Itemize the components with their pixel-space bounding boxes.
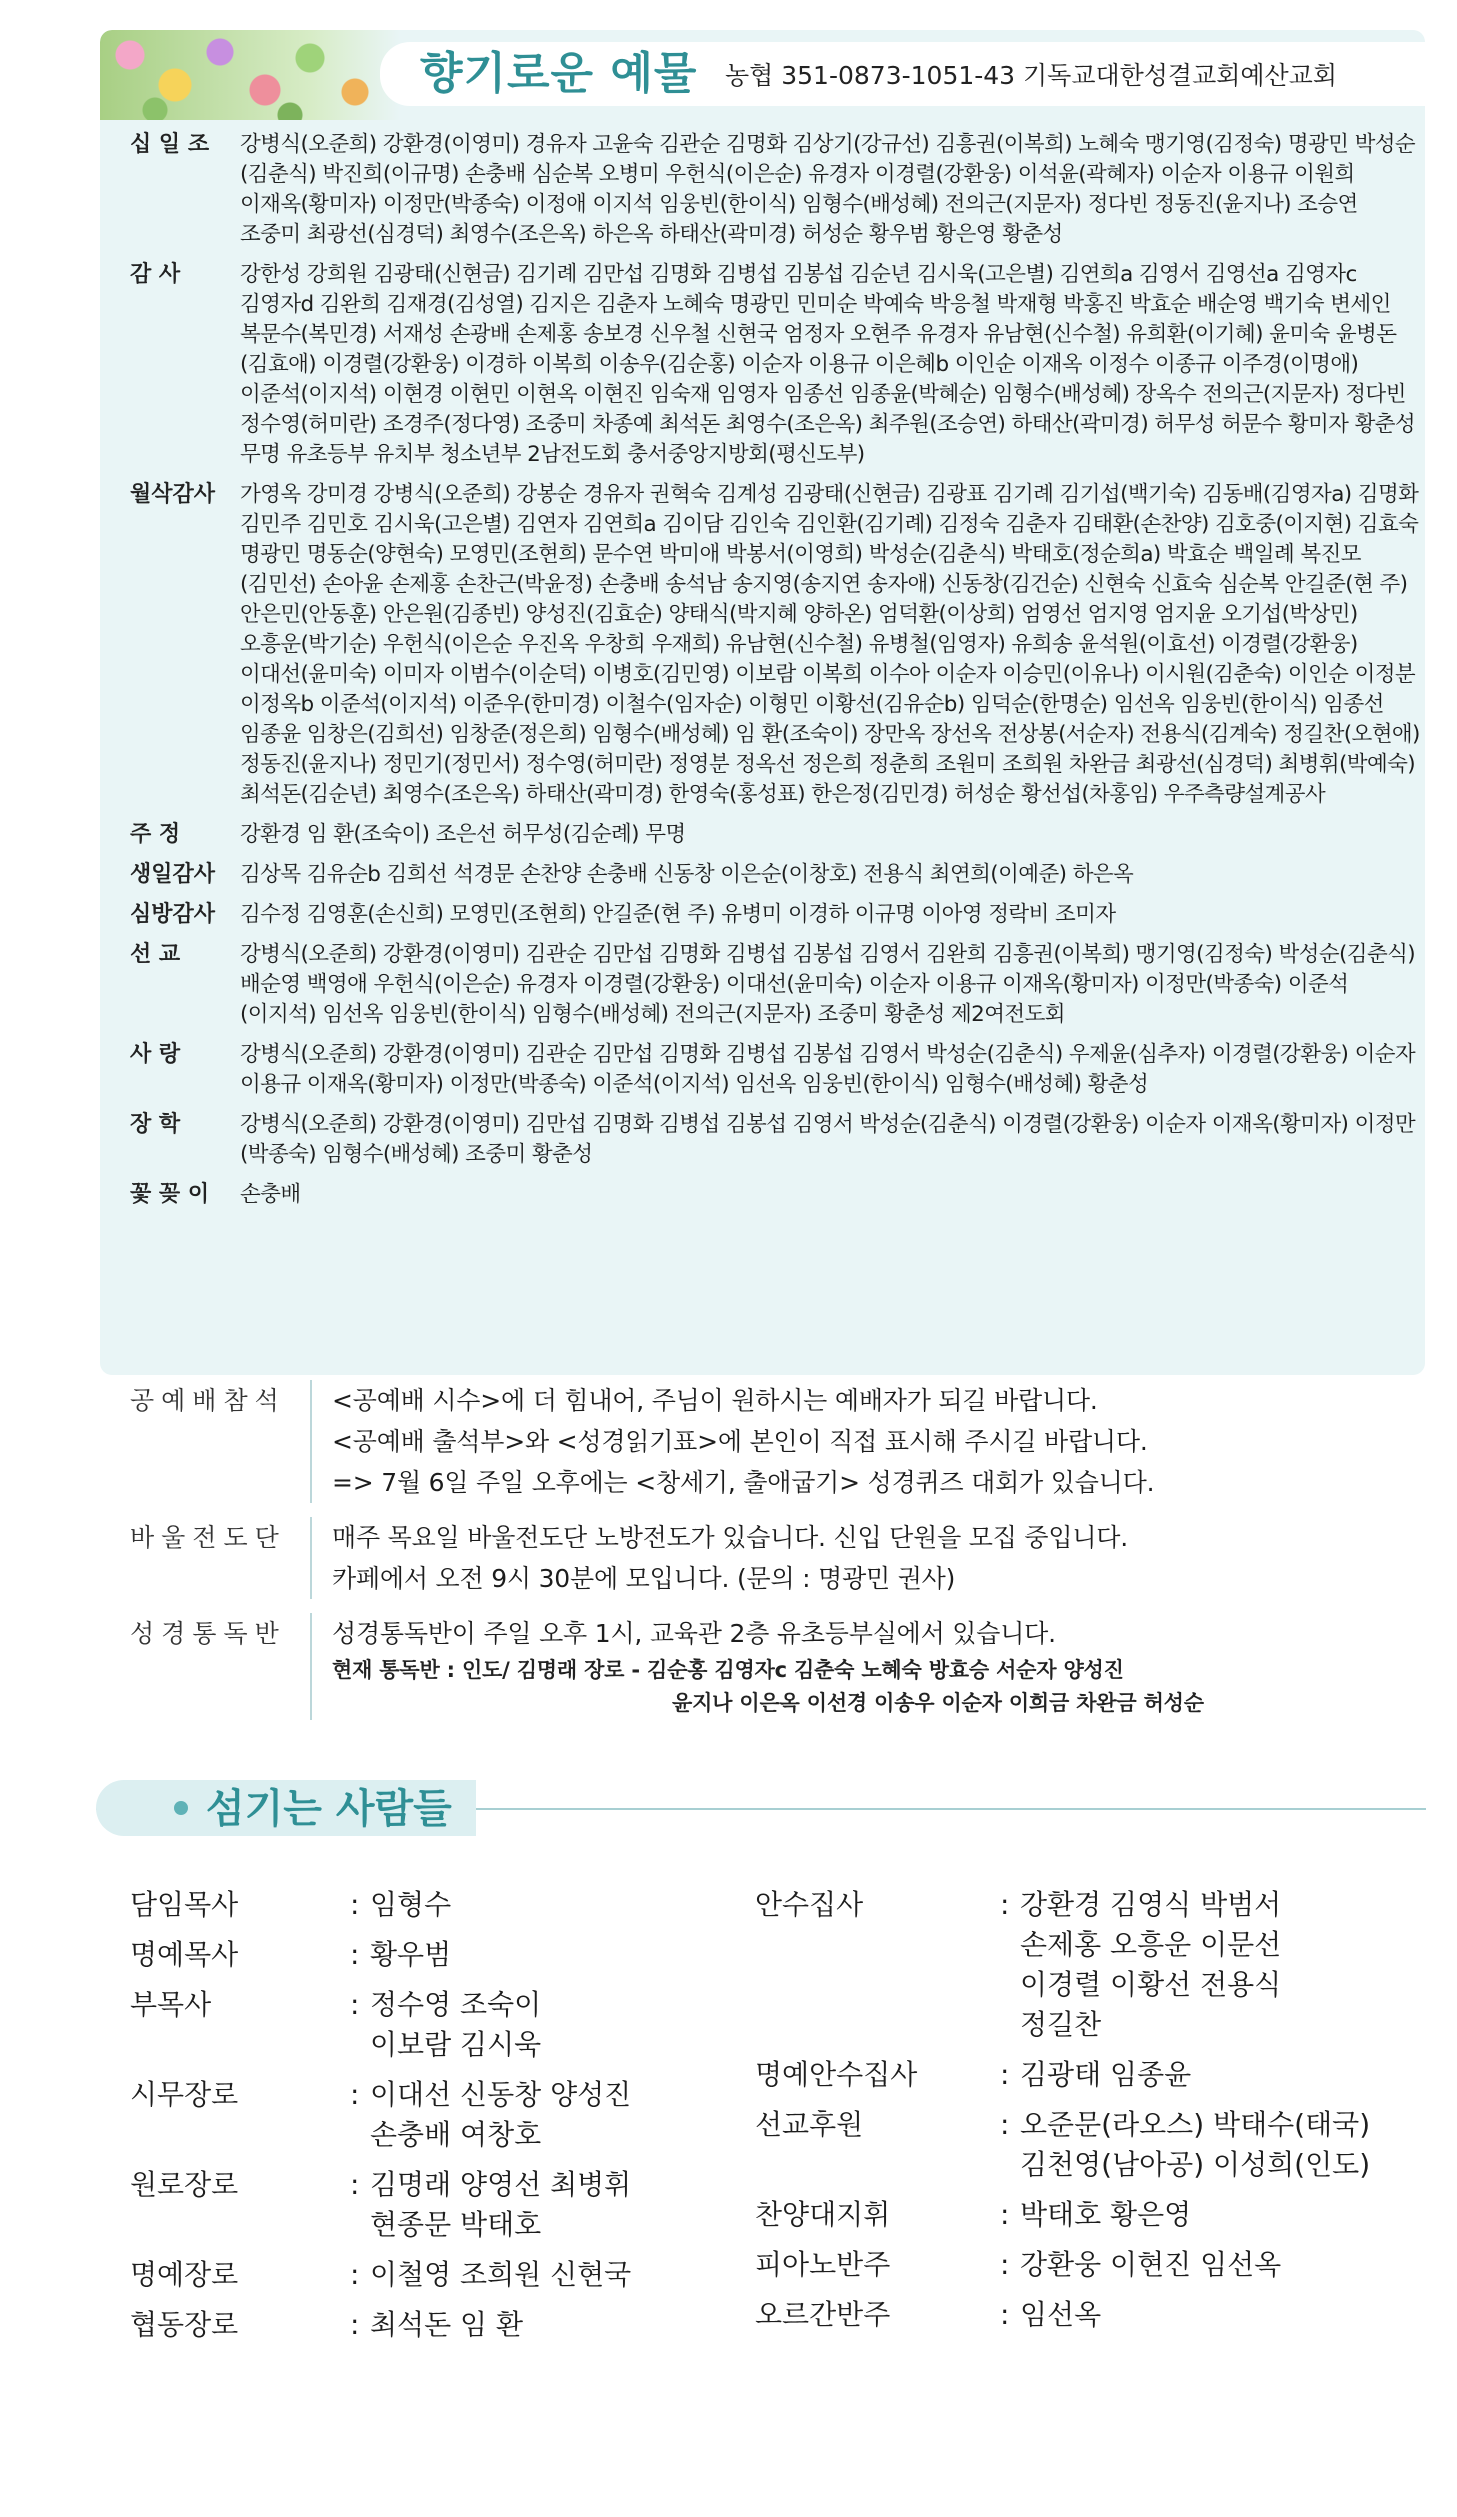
category-thanks bbox=[130, 260, 1420, 470]
category-names: 가영옥 강미경 강병식(오준희) 강봉순 경유자 권혁숙 김계성 김광태(신현금) 김광표 김기례 김기섭(백기숙) 김동배(김영자a) 김명화 김민주 김민호 김시욱(고은별) 김연자 김연희a 김이담 김인숙 김인환(김기례) 김정숙 김춘자 김태환(손찬양) 김호중(이지현) 김효숙 명광민 명동순(양현숙) 모영민(조현희) 문수연 박미애 박봉서(이영희) 박성순(김춘식) 박태호(정순희a) 박효순 백일례 복진모(김민선) 손아윤 손제홍 손찬근(박윤정) 손충배 송석남 송지영(송지연 송자애) 신동창(김건순) 신현숙 신효숙 심순복 안길준(현 주) 안은민(안동훈) 안은원(김종빈) 양성진(김효순) 양태식(박지혜 양하온) 엄덕환(이상희) 엄영선 엄지영 엄지윤 오기섭(박상민) 오흥운(박기순) 우헌식(이은순 우진옥 우창희 우재희) 유남현(신수철) 유병철(임영자) 유희송 윤석원(이효선) 이경렬(강환웅) 이대선(윤미숙) 이미자 이범수(이순덕) 이병호(김민영) 이보람 이복희 이수아 이순자 이승민(이유나) 이시원(김춘숙) 이인순 이정분 이정옥b 이준석(이지석) 이준우(한미경) 이철수(임자순) 이형민 이황선(김유순b) 임덕순(한명순) 임선옥 임웅빈(한이식) 임종선 임종윤 임창은(김희선) 임창준(정은희) 임형수(배성혜) 임 환(조숙이) 장만옥 장선옥 전상봉(서순자) 전용식(김계숙) 정길찬(오현애) 정동진(윤지나) 정민기(정민서) 정수영(허미란) 정영분 정옥선 정은희 정춘희 조원미 조희원 차완금 최광선(심경덕) 최병휘(박예숙) 최석돈(김순년) 최영수(조은옥) 하태산(곽미경) 한영숙(홍성표) 한은정(김민경) 허성순 황선섭(차홍임) 우주측량설계공사 bbox=[240, 482, 1420, 807]
announcement-bible-reading bbox=[130, 1613, 1410, 1720]
roster-names: 강환경 김영식 박범서 손제홍 오흥운 이문선 이경렬 이황선 전용식 정길찬 bbox=[1020, 1888, 1282, 2041]
roster-names: 최석돈 임 환 bbox=[370, 2308, 524, 2341]
roster-row bbox=[130, 2255, 770, 2295]
roster-names: 이대선 신동창 양성진 손충배 여창호 bbox=[370, 2078, 632, 2151]
announcement-line: 카페에서 오전 9시 30분에 모입니다. (문의 : 명광민 권사) bbox=[332, 1564, 956, 1593]
roster-role: 안수집사 bbox=[755, 1888, 864, 1921]
roster-names: 이철영 조희원 신현국 bbox=[370, 2258, 632, 2291]
category-flowers bbox=[130, 1180, 1420, 1210]
roster-role: 원로장로 bbox=[130, 2168, 239, 2201]
roster-row bbox=[130, 2075, 770, 2155]
roster-role: 시무장로 bbox=[130, 2078, 239, 2111]
bank-account: 농협 351-0873-1051-43 기독교대한성결교회예산교회 bbox=[725, 61, 1337, 90]
roster-colon: : bbox=[350, 2168, 360, 2201]
roster-colon: : bbox=[350, 1938, 360, 1971]
offering-header bbox=[100, 30, 1425, 120]
roster-row bbox=[755, 2295, 1375, 2335]
roster-colon: : bbox=[1000, 2058, 1010, 2091]
roster-role: 명예장로 bbox=[130, 2258, 239, 2291]
category-monthly-thanks bbox=[130, 480, 1420, 810]
roster-role: 찬양대지휘 bbox=[755, 2198, 891, 2231]
category-label: 주 정 bbox=[130, 822, 181, 847]
roster-row bbox=[755, 1885, 1375, 2045]
servants-header bbox=[96, 1780, 1426, 1838]
servants-title: 섬기는 사람들 bbox=[206, 1786, 452, 1832]
announcement-label: 바울전도단 bbox=[130, 1517, 312, 1599]
announcement-line: => 7월 6일 주일 오후에는 <창세기, 출애굽기> 성경퀴즈 대회가 있습니다. bbox=[332, 1468, 1155, 1497]
roster-row bbox=[755, 2055, 1375, 2095]
roster-role: 명예안수집사 bbox=[755, 2058, 918, 2091]
category-label: 생일감사 bbox=[130, 862, 216, 887]
category-names: 강병식(오준희) 강환경(이영미) 경유자 고윤숙 김관순 김명화 김상기(강규선) 김흥권(이복희) 노혜숙 맹기영(김정숙) 명광민 박성순(김춘식) 박진희(이규명) 손충배 심순복 오병미 우헌식(이은순) 유경자 이경렬(강환웅) 이석윤(곽혜자) 이순자 이용규 이원희 이재옥(황미자) 이정만(박종숙) 이정애 이지석 임웅빈(한이식) 임형수(배성혜) 전의근(지문자) 정다빈 정동진(윤지나) 조승연 조중미 최광선(심경덕) 최영수(조은옥) 하은옥 하태산(곽미경) 허성순 황우범 황은영 황춘성 bbox=[240, 132, 1416, 247]
roster-colon: : bbox=[1000, 2248, 1010, 2281]
category-label: 감 사 bbox=[130, 262, 181, 287]
roster-row bbox=[755, 2195, 1375, 2235]
category-names: 강병식(오준희) 강환경(이영미) 김관순 김만섭 김명화 김병섭 김봉섭 김영서 김완희 김흥권(이복희) 맹기영(김정숙) 박성순(김춘식) 배순영 백영애 우헌식(이은순) 유경자 이경렬(강환웅) 이대선(윤미숙) 이순자 이용규 이재옥(황미자) 이정만(박종숙) 이준석(이지석) 임선옥 임웅빈(한이식) 임형수(배성혜) 전의근(지문자) 조중미 황춘성 제2여전도회 bbox=[240, 942, 1416, 1027]
roster-names: 강환웅 이현진 임선옥 bbox=[1020, 2248, 1282, 2281]
category-names: 강한성 강희원 김광태(신현금) 김기례 김만섭 김명화 김병섭 김봉섭 김순년 김시욱(고은별) 김연희a 김영서 김영선a 김영자c 김영자d 김완희 김재경(김성열) 김지은 김춘자 노혜숙 명광민 민미순 박예숙 박응철 박재형 박홍진 박효순 배순영 백기숙 변세인 복문수(복민경) 서재성 손광배 손제홍 송보경 신우철 신현국 엄정자 오현주 유경자 유남현(신수철) 유희환(이기혜) 윤미숙 윤병돈(김효애) 이경렬(강환웅) 이경하 이복희 이송우(김순홍) 이순자 이용규 이은혜b 이인순 이재옥 이정수 이종규 이주경(이명애) 이준석(이지석) 이현경 이현민 이현옥 이현진 임숙재 임영자 임종선 임종윤(박혜순) 임형수(배성혜) 장옥수 전의근(지문자) 정다빈 정수영(허미란) 조경주(정다영) 조중미 차종예 최석돈 최영수(조은옥) 최주원(조승연) 하태산(곽미경) 허무성 허문수 황미자 황춘성 무명 유초등부 유치부 청소년부 2남전도회 충서중앙지방회(평신도부) bbox=[240, 262, 1416, 467]
category-label: 심방감사 bbox=[130, 902, 216, 927]
roster-role: 피아노반주 bbox=[755, 2248, 891, 2281]
category-label: 꽃 꽂 이 bbox=[130, 1182, 210, 1207]
roster-colon: : bbox=[350, 2078, 360, 2111]
reading-group-members bbox=[332, 1654, 1410, 1720]
category-names: 김상목 김유순b 김희선 석경문 손찬양 손충배 신동창 이은순(이창호) 전용식 최연희(이예준) 하은옥 bbox=[240, 862, 1134, 887]
reading-group-line: 윤지나 이은옥 이선경 이송우 이순자 이희금 차완금 허성순 bbox=[672, 1691, 1204, 1715]
announcement-label: 성경통독반 bbox=[130, 1613, 312, 1720]
roster-colon: : bbox=[1000, 2108, 1010, 2141]
roster-colon: : bbox=[350, 2258, 360, 2291]
announcement-worship bbox=[130, 1380, 1410, 1503]
servants-right-column bbox=[755, 1885, 1375, 2345]
roster-row bbox=[755, 2105, 1375, 2185]
roster-colon: : bbox=[1000, 2198, 1010, 2231]
roster-colon: : bbox=[1000, 2298, 1010, 2331]
roster-role: 부목사 bbox=[130, 1988, 212, 2021]
category-love bbox=[130, 1040, 1420, 1100]
category-tithe bbox=[130, 130, 1420, 250]
roster-colon: : bbox=[350, 1888, 360, 1921]
roster-row bbox=[130, 1985, 770, 2065]
category-mission bbox=[130, 940, 1420, 1030]
servants-left-column bbox=[130, 1885, 770, 2355]
roster-names: 김광태 임종윤 bbox=[1020, 2058, 1192, 2091]
bullet-dot-icon bbox=[174, 1801, 188, 1815]
roster-names: 오준문(라오스) 박태수(태국) 김천영(남아공) 이성희(인도) bbox=[1020, 2108, 1371, 2181]
announcement-evangelism bbox=[130, 1517, 1410, 1599]
category-visitation bbox=[130, 900, 1420, 930]
category-names: 강병식(오준희) 강환경(이영미) 김관순 김만섭 김명화 김병섭 김봉섭 김영서 박성순(김춘식) 우제윤(심추자) 이경렬(강환웅) 이순자 이용규 이재옥(황미자) 이정만(박종숙) 이준석(이지석) 임선옥 임웅빈(한이식) 임형수(배성혜) 황춘성 bbox=[240, 1042, 1416, 1097]
announcement-line: <공예배 시수>에 더 힘내어, 주님이 원하시는 예배자가 되길 바랍니다. bbox=[332, 1386, 1098, 1415]
category-birthday bbox=[130, 860, 1420, 890]
roster-colon: : bbox=[1000, 1888, 1010, 1921]
roster-names: 황우범 bbox=[370, 1938, 452, 1971]
roster-row bbox=[130, 2305, 770, 2345]
roster-row bbox=[130, 1885, 770, 1925]
roster-role: 협동장로 bbox=[130, 2308, 239, 2341]
roster-row bbox=[130, 2165, 770, 2245]
roster-names: 김명래 양영선 최병휘 현종문 박태호 bbox=[370, 2168, 632, 2241]
category-names: 강병식(오준희) 강환경(이영미) 김만섭 김명화 김병섭 김봉섭 김영서 박성순(김춘식) 이경렬(강환웅) 이순자 이재옥(황미자) 이정만(박종숙) 임형수(배성혜) 조중미 황춘성 bbox=[240, 1112, 1416, 1167]
roster-colon: : bbox=[350, 1988, 360, 2021]
category-label: 장 학 bbox=[130, 1112, 181, 1137]
announcement-label: 공예배참석 bbox=[130, 1380, 312, 1503]
category-label: 사 랑 bbox=[130, 1042, 181, 1067]
roster-names: 임형수 bbox=[370, 1888, 452, 1921]
category-names: 김수정 김영훈(손신희) 모영민(조현희) 안길준(현 주) 유병미 이경하 이규명 이아영 정락비 조미자 bbox=[240, 902, 1116, 927]
category-names: 손충배 bbox=[240, 1182, 301, 1207]
roster-role: 선교후원 bbox=[755, 2108, 864, 2141]
roster-names: 정수영 조숙이 이보람 김시욱 bbox=[370, 1988, 542, 2061]
announcement-body bbox=[312, 1517, 1410, 1599]
roster-role: 명예목사 bbox=[130, 1938, 239, 1971]
roster-colon: : bbox=[350, 2308, 360, 2341]
roster-role: 담임목사 bbox=[130, 1888, 239, 1921]
offering-title: 향기로운 예물 bbox=[420, 48, 698, 99]
roster-row bbox=[130, 1935, 770, 1975]
offering-categories bbox=[130, 130, 1420, 1220]
flower-illustration bbox=[100, 30, 400, 120]
offering-section bbox=[100, 30, 1425, 1375]
roster-names: 임선옥 bbox=[1020, 2298, 1102, 2331]
announcements bbox=[130, 1380, 1410, 1720]
category-names: 강환경 임 환(조숙이) 조은선 허무성(김순례) 무명 bbox=[240, 822, 686, 847]
category-label: 월삭감사 bbox=[130, 482, 216, 507]
announcement-line: <공예배 출석부>와 <성경읽기표>에 본인이 직접 표시해 주시길 바랍니다. bbox=[332, 1427, 1148, 1456]
roster-row bbox=[755, 2245, 1375, 2285]
announcement-body bbox=[312, 1613, 1410, 1720]
announcement-body bbox=[312, 1380, 1410, 1503]
announcement-line: 성경통독반이 주일 오후 1시, 교육관 2층 유초등부실에서 있습니다. bbox=[332, 1619, 1056, 1648]
category-scholarship bbox=[130, 1110, 1420, 1170]
category-weekly bbox=[130, 820, 1420, 850]
roster-role: 오르간반주 bbox=[755, 2298, 891, 2331]
category-label: 십 일 조 bbox=[130, 132, 210, 157]
roster-names: 박태호 황은영 bbox=[1020, 2198, 1192, 2231]
category-label: 선 교 bbox=[130, 942, 181, 967]
announcement-line: 매주 목요일 바울전도단 노방전도가 있습니다. 신입 단원을 모집 중입니다. bbox=[332, 1523, 1128, 1552]
reading-group-line: 현재 통독반 : 인도/ 김명래 장로 - 김순홍 김영자c 김춘숙 노혜숙 방효승 서순자 양성진 bbox=[332, 1658, 1124, 1682]
